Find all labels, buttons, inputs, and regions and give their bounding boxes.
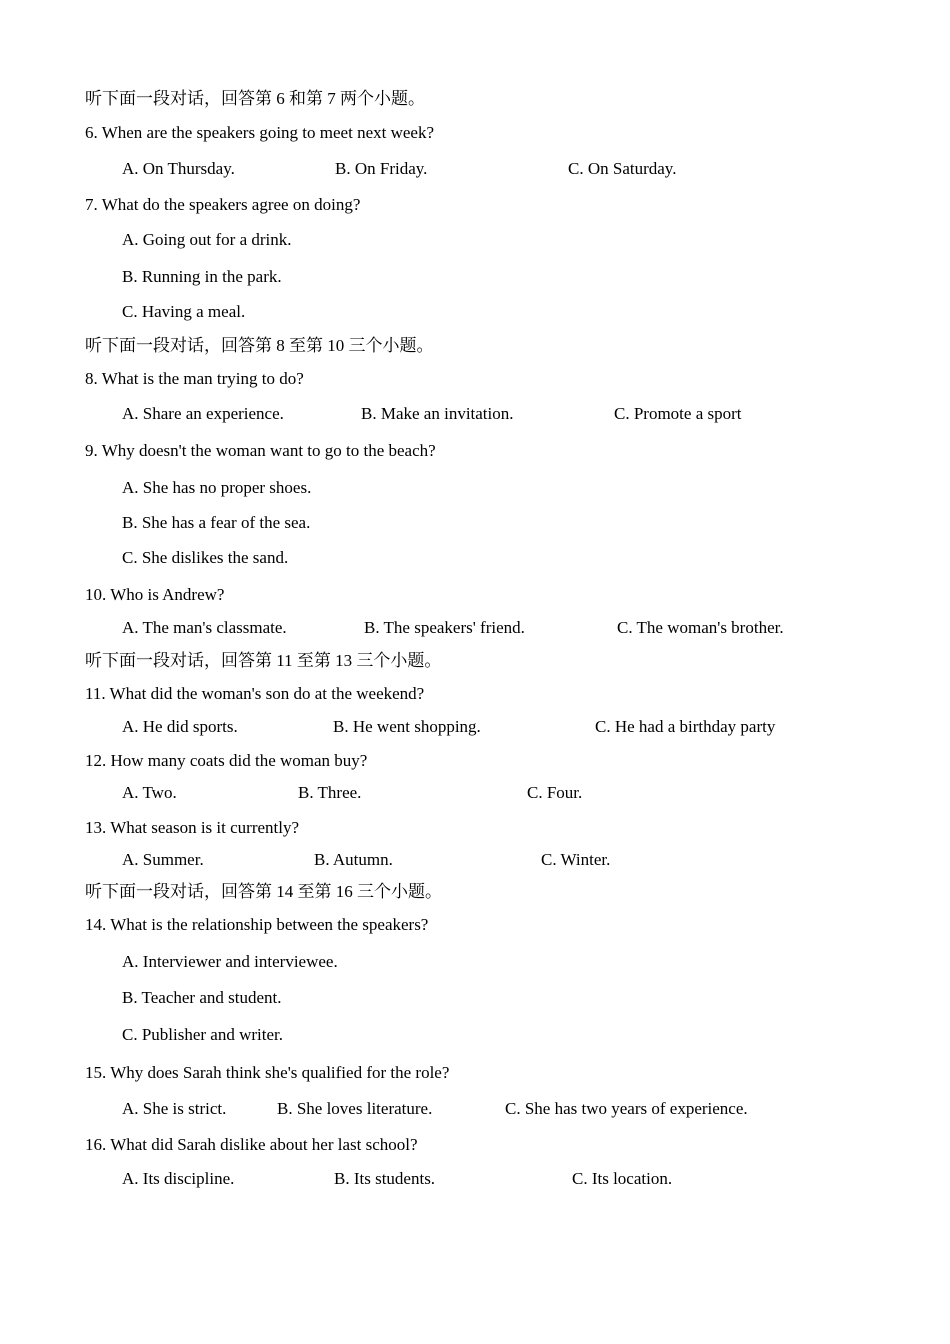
option-6c: C. On Saturday. [568,159,677,178]
option-16c: C. Its location. [572,1169,673,1188]
option-9c: C. She dislikes the sand. [122,548,289,567]
option-13a: A. Summer. [122,850,204,869]
option-9b: B. She has a fear of the sea. [122,513,311,532]
option-12b: B. Three. [298,783,362,802]
question-14: 14. What is the relationship between the speakers? [85,915,429,934]
question-16: 16. What did Sarah dislike about her last school? [85,1135,418,1154]
question-7: 7. What do the speakers agree on doing? [85,195,361,214]
option-7b: B. Running in the park. [122,267,282,286]
option-6b: B. On Friday. [335,159,428,178]
section-intro: 听下面一段对话，回答第 11 至第 13 三个小题。 [85,651,442,670]
option-14c: C. Publisher and writer. [122,1025,284,1044]
option-6a: A. On Thursday. [122,159,235,178]
option-11c: C. He had a birthday party [595,717,776,736]
option-8c: C. Promote a sport [614,404,742,423]
option-15b: B. She loves literature. [277,1099,433,1118]
question-6: 6. When are the speakers going to meet next week? [85,123,434,142]
option-13c: C. Winter. [541,850,611,869]
question-10: 10. Who is Andrew? [85,585,225,604]
option-11b: B. He went shopping. [333,717,481,736]
option-15c: C. She has two years of experience. [505,1099,748,1118]
option-16b: B. Its students. [334,1169,436,1188]
option-7a: A. Going out for a drink. [122,230,292,249]
option-9a: A. She has no proper shoes. [122,478,312,497]
option-14b: B. Teacher and student. [122,988,282,1007]
option-13b: B. Autumn. [314,850,393,869]
question-15: 15. Why does Sarah think she's qualified for the role? [85,1063,450,1082]
option-15a: A. She is strict. [122,1099,227,1118]
option-12a: A. Two. [122,783,177,802]
question-12: 12. How many coats did the woman buy? [85,751,368,770]
option-7c: C. Having a meal. [122,302,246,321]
question-8: 8. What is the man trying to do? [85,369,304,388]
option-8a: A. Share an experience. [122,404,284,423]
section-intro: 听下面一段对话，回答第 8 至第 10 三个小题。 [85,336,434,355]
option-10b: B. The speakers' friend. [364,618,525,637]
question-11: 11. What did the woman's son do at the weekend? [85,684,425,703]
option-14a: A. Interviewer and interviewee. [122,952,338,971]
option-11a: A. He did sports. [122,717,238,736]
question-13: 13. What season is it currently? [85,818,300,837]
option-12c: C. Four. [527,783,583,802]
option-8b: B. Make an invitation. [361,404,514,423]
option-10c: C. The woman's brother. [617,618,784,637]
question-9: 9. Why doesn't the woman want to go to the beach? [85,441,436,460]
option-10a: A. The man's classmate. [122,618,287,637]
section-intro: 听下面一段对话，回答第 14 至第 16 三个小题。 [85,882,442,901]
option-16a: A. Its discipline. [122,1169,235,1188]
section-intro: 听下面一段对话，回答第 6 和第 7 两个小题。 [85,89,425,108]
